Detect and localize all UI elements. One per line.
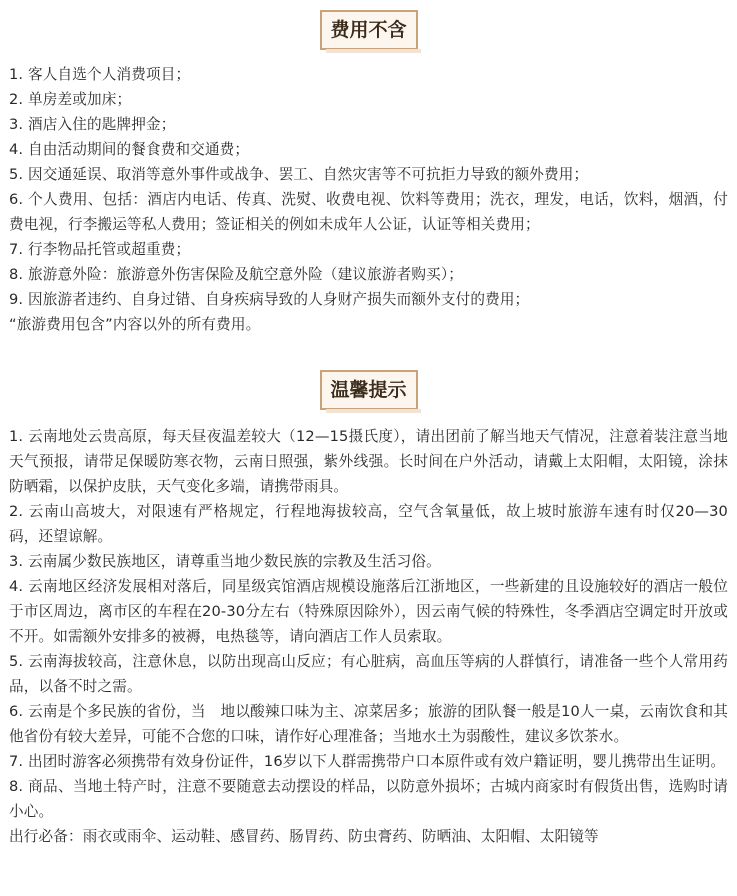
list-item: 3. 酒店入住的匙牌押金；: [9, 116, 176, 133]
list-item: 8. 旅游意外险：旅游意外伤害保险及航空意外险（建议旅游者购买）；: [9, 266, 464, 283]
section-title-tips: 温馨提示: [319, 370, 417, 410]
list-item: 1. 云南地处云贵高原，每天昼夜温差较大（12—15摄氏度），请出团前了解当地天气情况，注意着装注意当地天气预报，请带足保暖防寒衣物，云南日照强，紫外线强。长时间在户外活动，请戴上太阳帽，太阳镜，涂抹防晒霜，以保护皮肤，天气变化多端，请携带雨具。: [9, 428, 728, 495]
excluded-list: [9, 62, 728, 337]
list-item: 7. 出团时游客必须携带有效身份证件，16岁以下人群需携带户口本原件或有效户籍证明，婴儿携带出生证明。: [9, 753, 726, 770]
list-item: 2. 单房差或加床；: [9, 91, 132, 108]
list-item: 5. 云南海拔较高，注意休息，以防出现高山反应；有心脏病，高血压等病的人群慎行，请准备一些个人常用药品，以备不时之需。: [9, 653, 728, 695]
tips-list: [9, 424, 728, 849]
list-item: 9. 因旅游者违约、自身过错、自身疾病导致的人身财产损失而额外支付的费用；: [9, 291, 530, 308]
list-item: 1. 客人自选个人消费项目；: [9, 66, 191, 83]
list-item: “旅游费用包含”内容以外的所有费用。: [9, 316, 261, 333]
list-item: 6. 个人费用、包括：酒店内电话、传真、洗熨、收费电视、饮料等费用；洗衣，理发，电话，饮料，烟酒，付费电视，行李搬运等私人费用；签证相关的例如未成年人公证，认证等相关费用；: [9, 191, 728, 233]
list-item: 2. 云南山高坡大，对限速有严格规定，行程地海拔较高，空气含氧量低，故上坡时旅游车速有时仅20—30码，还望谅解。: [9, 503, 728, 545]
list-item: 6. 云南是个多民族的省份，当 地以酸辣口味为主、凉菜居多；旅游的团队餐一般是10人一桌，云南饮食和其他省份有较大差异，可能不合您的口味，请作好心理准备；当地水土为弱酸性，建议多饮茶水。: [9, 703, 728, 745]
list-item: 3. 云南属少数民族地区，请尊重当地少数民族的宗教及生活习俗。: [9, 553, 441, 570]
list-item: 4. 自由活动期间的餐食费和交通费；: [9, 141, 250, 158]
list-item: 7. 行李物品托管或超重费；: [9, 241, 191, 258]
section-title-excluded: 费用不含: [319, 10, 417, 50]
list-item: 8. 商品、当地土特产时，注意不要随意去动摆设的样品，以防意外损坏；古城内商家时有假货出售，选购时请小心。: [9, 778, 728, 820]
list-item: 5. 因交通延误、取消等意外事件或战争、罢工、自然灾害等不可抗拒力导致的额外费用；: [9, 166, 589, 183]
list-item: 4. 云南地区经济发展相对落后，同星级宾馆酒店规模设施落后江浙地区，一些新建的且设施较好的酒店一般位于市区周边，离市区的车程在20-30分左右（特殊原因除外），因云南气候的特殊性，冬季酒店空调定时开放或不开。如需额外安排多的被褥，电热毯等，请向酒店工作人员索取。: [9, 578, 728, 645]
list-item: 出行必备：雨衣或雨伞、运动鞋、感冒药、肠胃药、防虫膏药、防晒油、太阳帽、太阳镜等: [9, 828, 599, 845]
